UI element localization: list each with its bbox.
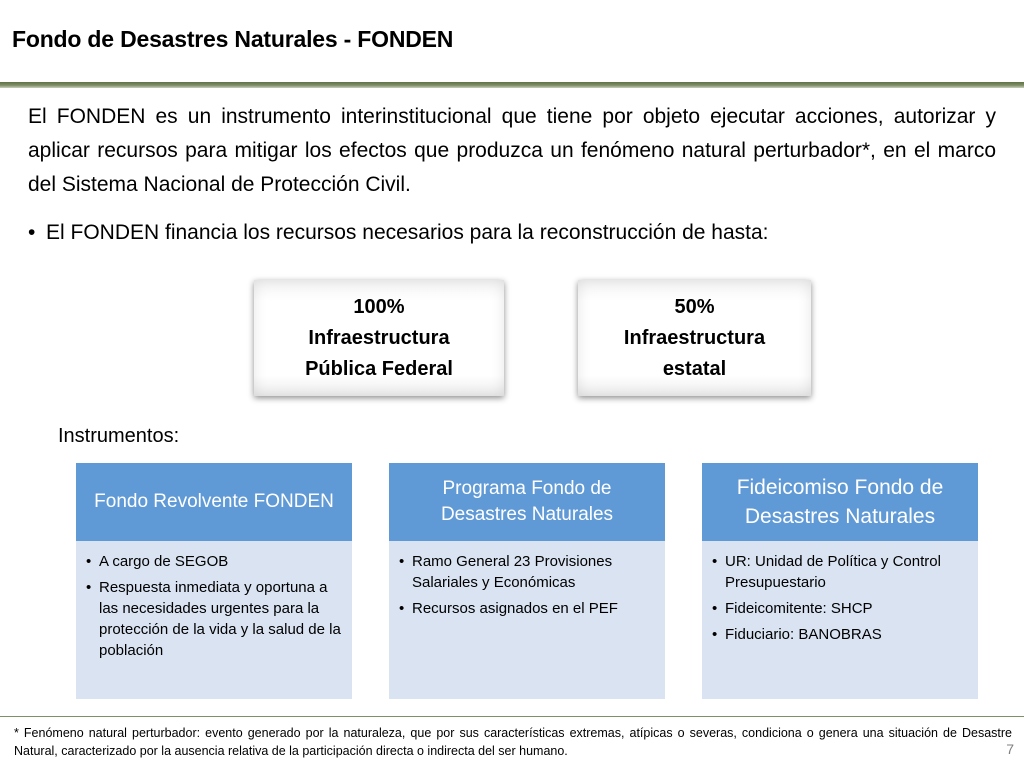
coverage-box-federal — [254, 280, 504, 396]
list-item: • Respuesta inmediata y oportuna a las necesidades urgentes para la protección de la vida y la salud de la población — [86, 577, 344, 661]
instrument-card-title: Fondo Revolvente FONDEN — [76, 463, 352, 541]
instrument-card-programa — [389, 463, 665, 699]
coverage-label-line1: Infraestructura — [623, 327, 766, 349]
coverage-label-line2: Pública Federal — [305, 358, 453, 380]
page-number: 7 — [1006, 741, 1014, 757]
list-item: • Ramo General 23 Provisiones Salariales y Económicas — [399, 551, 657, 593]
slide-title: Fondo de Desastres Naturales - FONDEN — [12, 26, 454, 52]
instrument-card-title: Programa Fondo de Desastres Naturales — [389, 463, 665, 541]
footnote: * Fenómeno natural perturbador: evento generado por la naturaleza, que por sus características extremas, atípicas o severas, condiciona o genera una situación de Desastre Natural, caracterizado por la ausencia relativa de la participación directa o indirecta del ser humano. — [14, 726, 1012, 758]
coverage-label-line1: Infraestructura — [308, 327, 450, 349]
financing-bullet — [28, 218, 996, 248]
bullet-icon: • — [28, 221, 36, 244]
list-item: • A cargo de SEGOB — [86, 551, 344, 572]
coverage-label-line2: estatal — [662, 358, 727, 380]
list-item: • UR: Unidad de Política y Control Presupuestario — [712, 551, 970, 593]
instrument-card-list — [389, 541, 665, 619]
coverage-percent: 50% — [674, 296, 715, 318]
coverage-box-state — [578, 280, 811, 396]
coverage-percent: 100% — [353, 296, 405, 318]
list-item: • Recursos asignados en el PEF — [399, 598, 657, 619]
instrument-card-title: Fideicomiso Fondo de Desastres Naturales — [702, 463, 978, 541]
intro-paragraph: El FONDEN es un instrumento interinstitucional que tiene por objeto ejecutar acciones, autorizar y aplicar recursos para mitigar los efectos que produzca un fenómeno natural perturbador*, en el marco del Sistema Nacional de Protección Civil. — [28, 105, 996, 196]
footnote-divider — [0, 716, 1024, 717]
instrument-card-revolvente — [76, 463, 352, 699]
instrument-card-list — [702, 541, 978, 645]
financing-bullet-text: El FONDEN financia los recursos necesarios para la reconstrucción de hasta: — [46, 221, 769, 244]
title-divider — [0, 82, 1024, 88]
list-item: • Fideicomitente: SHCP — [712, 598, 970, 619]
instrument-card-fideicomiso — [702, 463, 978, 699]
list-item: • Fiduciario: BANOBRAS — [712, 624, 970, 645]
instrument-card-list — [76, 541, 352, 661]
instruments-label: Instrumentos: — [58, 425, 180, 447]
